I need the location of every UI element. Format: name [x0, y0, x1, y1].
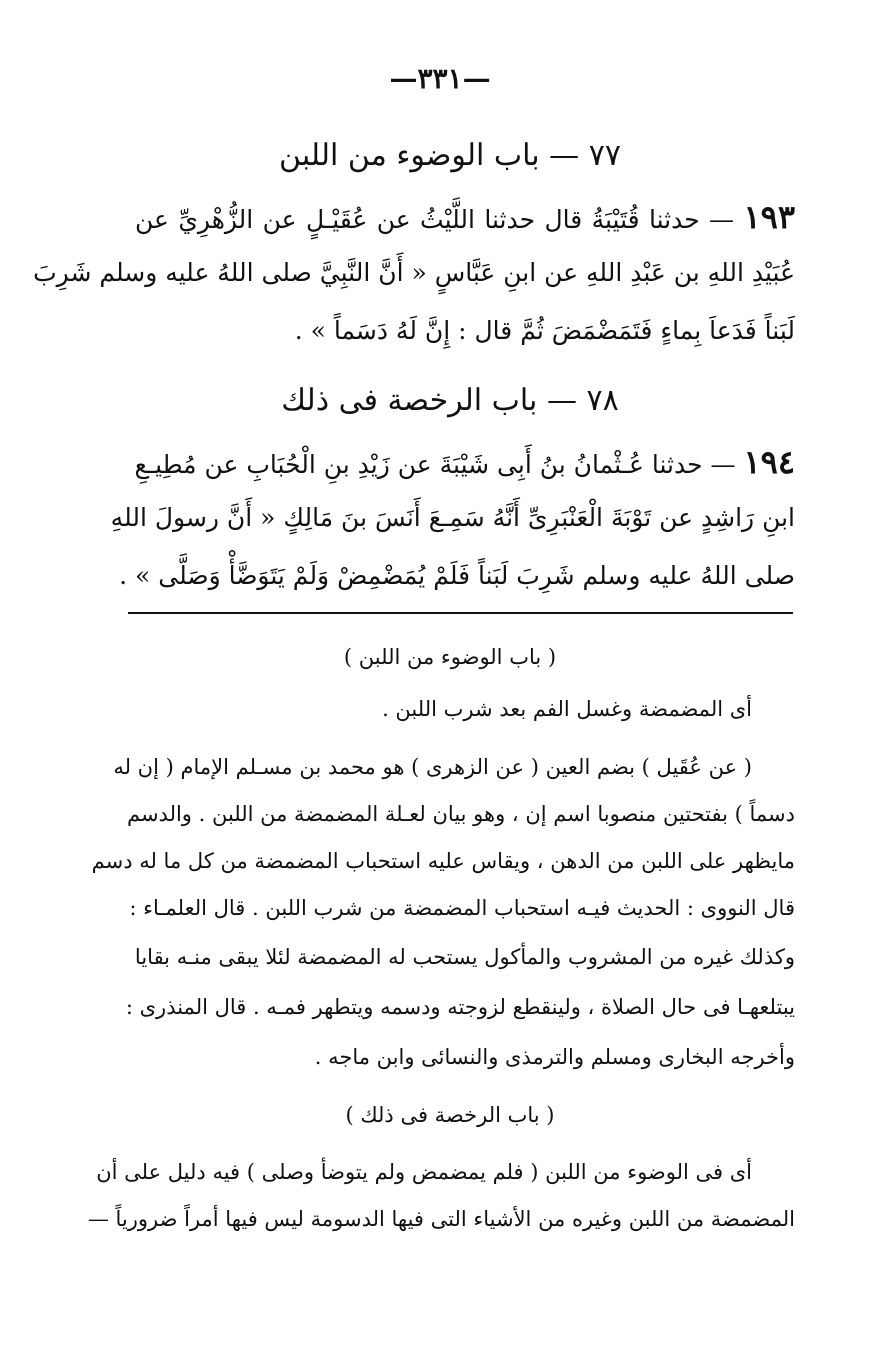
- hadith-193-line-3: لَبَناً فَدَعاَ بِماءٍ فَتَمَضْمَضَ ثُمَّ قال : إِنَّ لَهُ دَسَماً » .: [294, 316, 795, 345]
- commentary-para1-line-1: أى المضمضة وغسل الفم بعد شرب اللبن .: [382, 697, 752, 721]
- commentary-para2-line-6: يبتلعهـا فى حال الصلاة ، ولينقطع لزوجته ودسمه ويتطهر فمـه . قال المنذرى :: [125, 995, 795, 1019]
- chapter-78-heading: ٧٨ — باب الرخصة فى ذلك: [281, 383, 619, 418]
- hadith-194-line-3: صلى اللهُ عليه وسلم شَرِبَ لَبَناً فَلَمْ يُمَضْمِضْ وَلَمْ يَتَوَضَّأْ وَصَلَّى » .: [119, 561, 795, 590]
- commentary-para2-line-1: ( عن عُقَيل ) بضم العين ( عن الزهرى ) هو محمد بن مسـلم الإمام ( إن له: [113, 755, 752, 779]
- hadith-193-text-1: — حدثنا قُتَيْبَةُ قال حدثنا اللَّيْثُ عن عُقَيْـلٍ عن الزُّهْرِيِّ عن: [135, 205, 735, 234]
- commentary-heading-1: ( باب الوضوء من اللبن ): [343, 645, 557, 669]
- commentary-para2-line-3: مايظهر على اللبن من الدهن ، ويقاس عليه استحباب المضمضة من كل ما له دسم: [91, 849, 795, 873]
- page-number: —٣٣١—: [389, 62, 491, 95]
- hadith-194-line-1: [135, 443, 795, 481]
- chapter-77-heading: ٧٧ — باب الوضوء من اللبن: [279, 138, 621, 173]
- hadith-193-line-2: عُبَيْدِ اللهِ بن عَبْدِ اللهِ عن ابنِ عَبَّاسٍ « أَنَّ النَّبِيَّ صلى اللهُ عليه وسلم شَرِبَ: [33, 258, 795, 287]
- hadith-194-line-2: ابنِ رَاشِدٍ عن تَوْبَةَ الْعَنْبَرِىِّ أَنَّهُ سَمِـعَ أَنَسَ بنَ مَالِكٍ « أَنَّ رسولَ اللهِ: [110, 503, 795, 532]
- commentary-para3-line-1: أى فى الوضوء من اللبن ( فلم يمضمض ولم يتوضأ وصلى ) فيه دليل على أن: [96, 1160, 752, 1184]
- commentary-heading-2: ( باب الرخصة فى ذلك ): [345, 1103, 555, 1127]
- commentary-para2-line-5: وكذلك غيره من المشروب والمأكول يستحب له المضمضة لئلا يبقى منـه بقايا: [134, 945, 795, 969]
- commentary-para2-line-4: قال النووى : الحديث فيـه استحباب المضمضة من شرب اللبن . قال العلمـاء :: [129, 896, 795, 920]
- hadith-193-number: ١٩٣: [743, 198, 795, 236]
- commentary-para3-line-2: المضمضة من اللبن وغيره من الأشياء التى فيها الدسومة ليس فيها أمراً ضرورياً —: [87, 1207, 795, 1231]
- hadith-194-number: ١٩٤: [743, 443, 795, 481]
- commentary-para2-line-7: وأخرجه البخارى ومسلم والترمذى والنسائى وابن ماجه .: [314, 1045, 795, 1069]
- hadith-193-line-1: [135, 198, 795, 236]
- footnote-divider: [128, 612, 793, 614]
- hadith-194-text-1: — حدثنا عُـثْمانُ بنُ أَبِى شَيْبَةَ عن زَيْدِ بنِ الْحُبَابِ عن مُطِيـعِ: [134, 450, 736, 479]
- commentary-para2-line-2: دسماً ) بفتحتين منصوبا اسم إن ، وهو بيان لعـلة المضمضة من اللبن . والدسم: [126, 802, 795, 826]
